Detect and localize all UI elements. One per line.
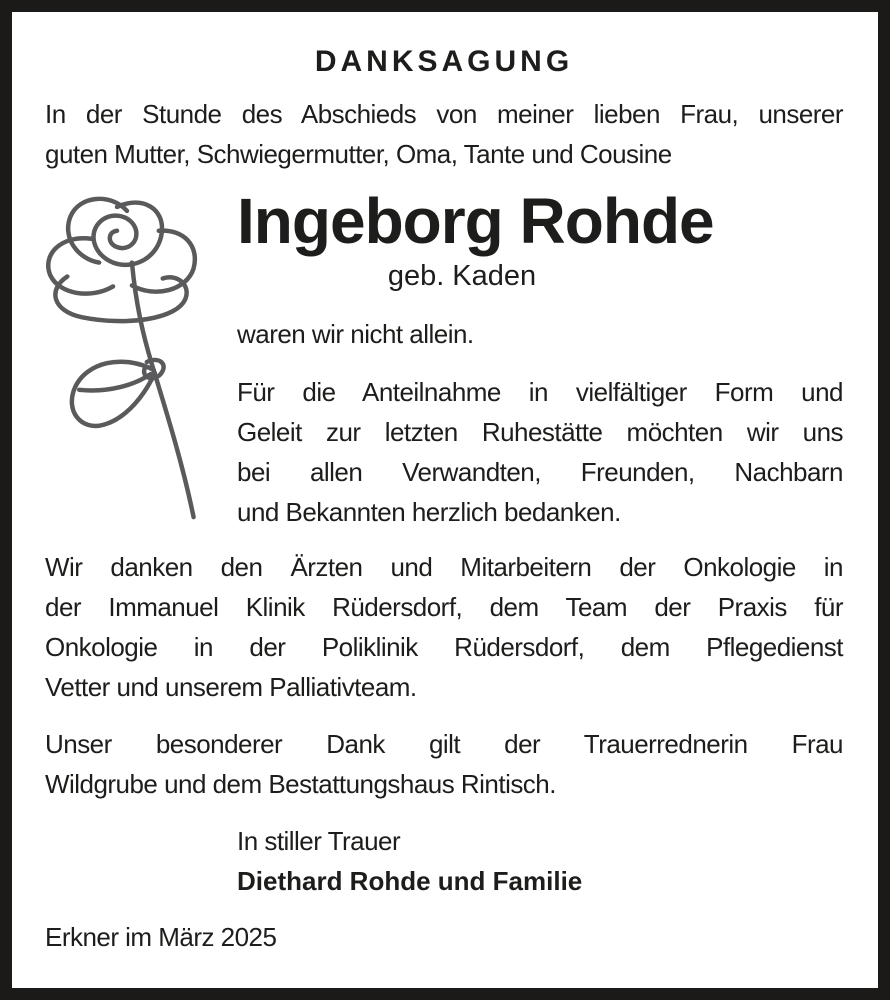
thanks-medical-line: der Immanuel Klinik Rüdersdorf, dem Team der Praxis für	[45, 592, 843, 622]
thanks-general-line: Geleit zur letzten Ruhestätte möchten wir uns	[237, 417, 843, 447]
thanks-medical-line: Onkologie in der Poliklinik Rüdersdorf, dem Pflegedienst	[45, 632, 843, 662]
place-date: Erkner im März 2025	[45, 922, 277, 952]
main-text-column	[237, 185, 843, 532]
family-signature: Diethard Rohde und Familie	[237, 866, 583, 896]
intro-closing-line: waren wir nicht allein.	[237, 319, 474, 349]
deceased-block	[237, 185, 843, 294]
intro-line: guten Mutter, Schwiegermutter, Oma, Tante und Cousine	[45, 139, 672, 169]
thanks-general-line: Für die Anteilnahme in vielfältiger Form und	[237, 377, 843, 407]
thanks-general-paragraph	[237, 372, 843, 532]
main-section	[45, 185, 843, 532]
thanks-general-line: und Bekannten herzlich bedanken.	[237, 497, 621, 527]
rose-icon	[37, 193, 202, 531]
intro-paragraph	[45, 94, 843, 174]
thanks-medical-line: Vetter und unserem Palliativteam.	[45, 672, 417, 702]
page-title: DANKSAGUNG	[314, 45, 574, 78]
thanks-special-paragraph	[45, 724, 843, 804]
thanks-special-line: Unser besonderer Dank gilt der Trauerrednerin Frau	[45, 729, 843, 759]
intro-line: In der Stunde des Abschieds von meiner lieben Frau, unserer	[45, 99, 843, 129]
deceased-name: Ingeborg Rohde	[237, 185, 714, 257]
thanks-general-line: bei allen Verwandten, Freunden, Nachbarn	[237, 457, 843, 487]
thanks-special-line: Wildgrube und dem Bestattungshaus Rintisch.	[45, 769, 556, 799]
thanks-medical-paragraph	[45, 547, 843, 707]
thanks-medical-line: Wir danken den Ärzten und Mitarbeitern der Onkologie in	[45, 552, 843, 582]
mourning-line: In stiller Trauer	[237, 826, 401, 856]
closing-block	[237, 821, 843, 901]
maiden-name: geb. Kaden	[387, 260, 537, 292]
